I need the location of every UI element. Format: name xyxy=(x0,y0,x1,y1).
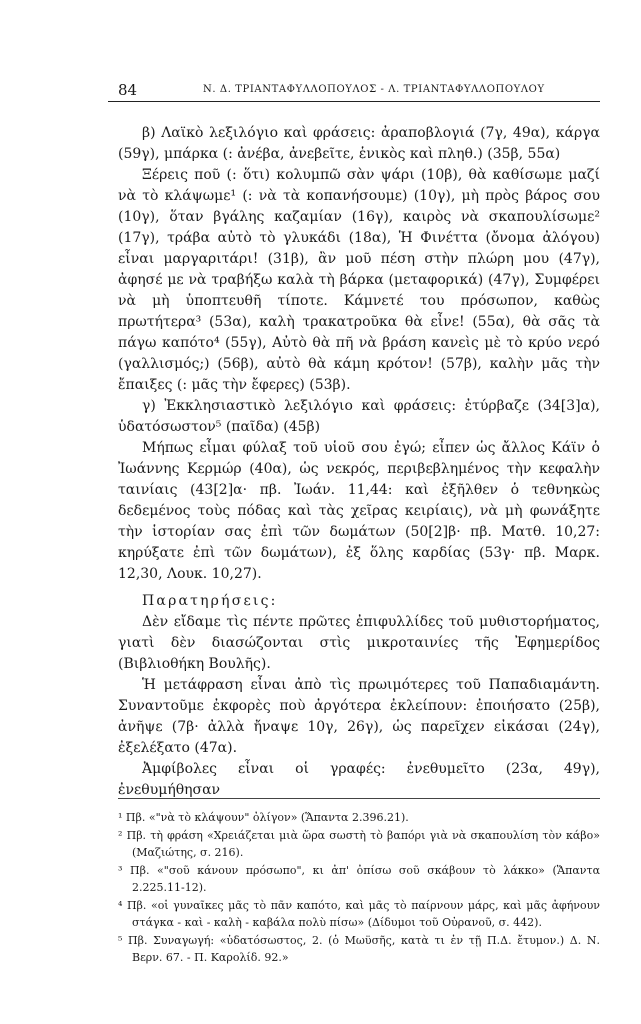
running-title: Ν. Δ. ΤΡΙΑΝΤΑΦΥΛΛΟΠΟΥΛΟΣ - Λ. ΤΡΙΑΝΤΑΦΥΛΛΟΠΟΥΛΟΥ xyxy=(203,84,545,95)
paragraph-observation-2: Ἡ μετάφραση εἶναι ἀπὸ τὶς πρωιμότερες τοῦ Παπαδιαμάντη. Συναντοῦμε ἐκφορὲς ποὺ ἀργότερα ἐκλείπουν: ἐποιήσατο (25β), ἀνῆψε (7β· ἀλλὰ ἤναψε 10γ, 26γ), ὡς παρεῖχεν εἰκάσαι (24γ), ἐξελέξατο (47α). xyxy=(118,677,600,756)
page-number: 84 xyxy=(118,81,138,99)
main-text xyxy=(118,123,600,801)
paragraph-observation-1: Δὲν εἴδαμε τὶς πέντε πρῶτες ἐπιφυλλίδες τοῦ μυθιστορήματος, γιατὶ δὲν διασώζονται στὶς μικροταινίες τῆς Ἐφημερίδος (Βιβλιοθήκη Βουλῆς). xyxy=(118,614,600,672)
paragraph-church-examples: Μήπως εἶμαι φύλαξ τοῦ υἱοῦ σου ἐγώ; εἶπεν ὡς ἄλλος Κάϊν ὁ Ἰωάννης Κερμώρ (40α), ὡς νεκρός, περιβεβλημένος τὴν κεφαλὴν ταινίαις (43[2]α· πβ. Ἰωάν. 11,44: καὶ ἐξῆλθεν ὁ τεθνηκὼς δεδεμένος τοὺς πόδας καὶ τὰς χεῖρας κειρίαις), νὰ μὴ φωνάξητε τὴν ἱστορίαν σας ἐπὶ τῶν δωμάτων (50[2]β· πβ. Ματθ. 10,27: κηρύξατε ἐπὶ τῶν δωμάτων), ἐξ ὅλης καρδίας (53γ· πβ. Μαρκ. 12,30, Λουκ. 10,27). xyxy=(118,440,600,582)
page-header xyxy=(108,79,600,102)
paragraph-church-vocabulary: γ) Ἐκκλησιαστικὸ λεξιλόγιο καὶ φράσεις: ἐτύρβαζε (34[3]α), ὑδατόσωστον⁵ (παῖδα) (45β) xyxy=(118,398,600,435)
footnote-1: ¹ Πβ. «"νὰ τὸ κλάψουν" ὀλίγον» (Ἅπαντα 2.396.21). xyxy=(118,811,409,824)
paragraph-lay-vocabulary: β) Λαϊκὸ λεξιλόγιο καὶ φράσεις: ἀραποβλογιά (7γ, 49α), κάργα (59γ), μπάρκα (: ἀνέβα, ἀνεβεῖτε, ἑνικὸς καὶ πληθ.) (35β, 55α) xyxy=(118,125,600,162)
footnote-4: ⁴ Πβ. «οἱ γυναῖκες μᾶς τὸ πᾶν καπότο, καὶ μᾶς τὸ παίρνουν μάρς, καὶ μᾶς ἀφήνουν στάγκα - καὶ - καλὴ - καβάλα πολὺ πίσω» (Δίδυμοι τοῦ Οὐρανοῦ, σ. 442). xyxy=(118,899,600,929)
footnote-2: ² Πβ. τὴ φράση «Χρειάζεται μιὰ ὥρα σωστὴ τὸ βαπόρι γιὰ νὰ σκαπουλίση τὸν κάβο» (Μαζιώτης, σ. 216). xyxy=(118,829,600,859)
footnote-5: ⁵ Πβ. Συναγωγή: «ὑδατόσωστος, 2. (ὁ Μωϋσῆς, κατὰ τι ἐν τῇ Π.Δ. ἔτυμον.) Δ. Ν. Βερν. 67. - Π. Καρολίδ. 92.» xyxy=(118,934,600,964)
footnotes xyxy=(118,798,600,967)
paragraph-observation-3: Ἀμφίβολες εἶναι οἱ γραφές: ἐνεθυμεῖτο (23α, 49γ), ἐνεθυμήθησαν xyxy=(118,761,600,798)
section-heading-observations: Παρατηρήσεις: xyxy=(142,593,278,609)
footnote-3: ³ Πβ. «"σοῦ κάνουν πρόσωπο", κι ἀπ' ὀπίσω σοῦ σκάβουν τὸ λάκκο» (Ἅπαντα 2.225.11-12). xyxy=(118,864,600,894)
paragraph-lay-examples: Ξέρεις ποῦ (: ὅτι) κολυμπῶ σὰν ψάρι (10β), θὰ καθίσωμε μαζί νὰ τὸ κλάψωμε¹ (: νὰ τὰ κοπανήσουμε) (10γ), μὴ πρὸς βάρος σου (10γ), ὅταν βγάλης καζαμίαν (16γ), καιρὸς νὰ σκαπουλίσωμε² (17γ), τράβα αὐτὸ τὸ γλυκάδι (18α), Ἡ Φινέττα (ὄνομα ἀλόγου) εἶναι μαργαριτάρι! (31β), ἂν μοῦ πέση στὴν πλώρη μου (47γ), ἀφησέ με νὰ τραβήξω καλὰ τὴ βάρκα (μεταφορικά) (47γ), Συμφέρει νὰ μὴ ὑποπτευθῆ τίποτε. Κάμνετέ του πρόσωπον, καθὼς πρωτήτερα³ (53α), καλὴ τρακατροῦκα θὰ εἶνε! (55α), θὰ σᾶς τὰ πάγω καπότο⁴ (55γ), Αὐτὸ θὰ πῆ νὰ βράση κανεὶς μὲ τὸ κρύο νερό (γαλλισμός;) (56β), αὐτὸ θὰ κάμη κρότον! (57β), καλὴν μᾶς τὴν ἔπαιξες (: μᾶς τὴν ἔφερες) (53β). xyxy=(118,167,600,393)
